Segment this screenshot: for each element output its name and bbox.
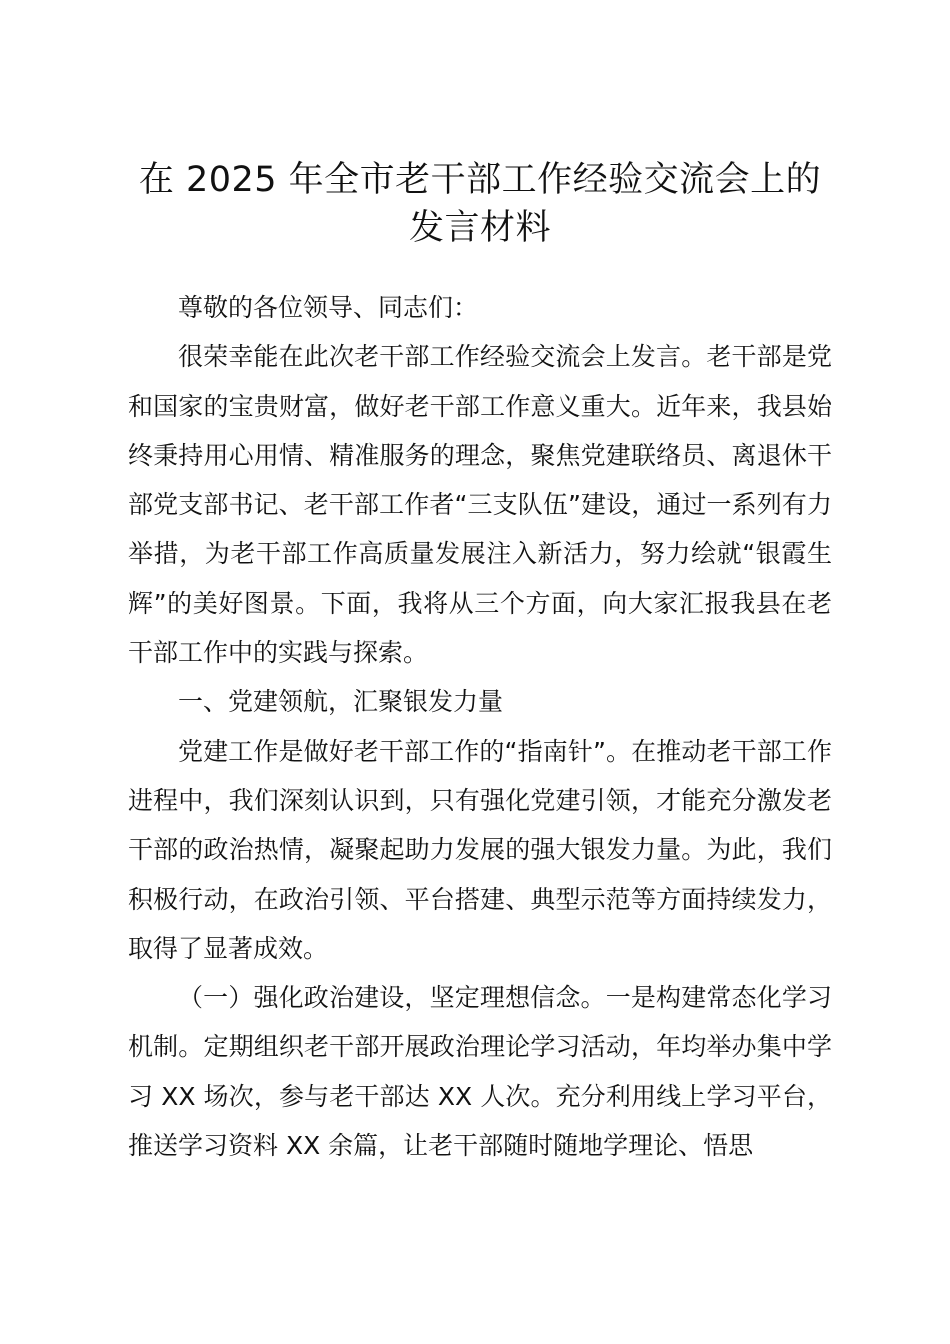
intro-paragraph: 很荣幸能在此次老干部工作经验交流会上发言。老干部是党和国家的宝贵财富，做好老干部工作意义重大。近年来，我县始终秉持用心用情、精准服务的理念，聚焦党建联络员、离退休干部党支部书记、老干部工作者“三支队伍”建设，通过一系列有力举措，为老干部工作高质量发展注入新活力，努力绘就“银霞生辉”的美好图景。下面，我将从三个方面，向大家汇报我县在老干部工作中的实践与探索。 xyxy=(128,342,832,668)
salutation: 尊敬的各位领导、同志们： xyxy=(178,293,479,322)
section-heading-1: 一、党建领航，汇聚银发力量 xyxy=(178,687,504,717)
document-title: 在 2025 年全市老干部工作经验交流会上的发言材料 xyxy=(138,160,822,248)
section-paragraph-1: 党建工作是做好老干部工作的“指南针”。在推动老干部工作进程中，我们深刻认识到，只有强化党建引领，才能充分激发老干部的政治热情，凝聚起助力发展的强大银发力量。为此，我们积极行动，在政治引领、平台搭建、典型示范等方面持续发力，取得了显著成效。 xyxy=(128,736,832,963)
subsection-paragraph-1: （一）强化政治建设，坚定理想信念。一是构建常态化学习机制。定期组织老干部开展政治理论学习活动，年均举办集中学习 XX 场次，参与老干部达 XX 人次。充分利用线上学习平台，推送学习资料 XX 余篇，让老干部随时随地学理论、悟思 xyxy=(128,983,832,1161)
document-body xyxy=(128,283,832,1170)
